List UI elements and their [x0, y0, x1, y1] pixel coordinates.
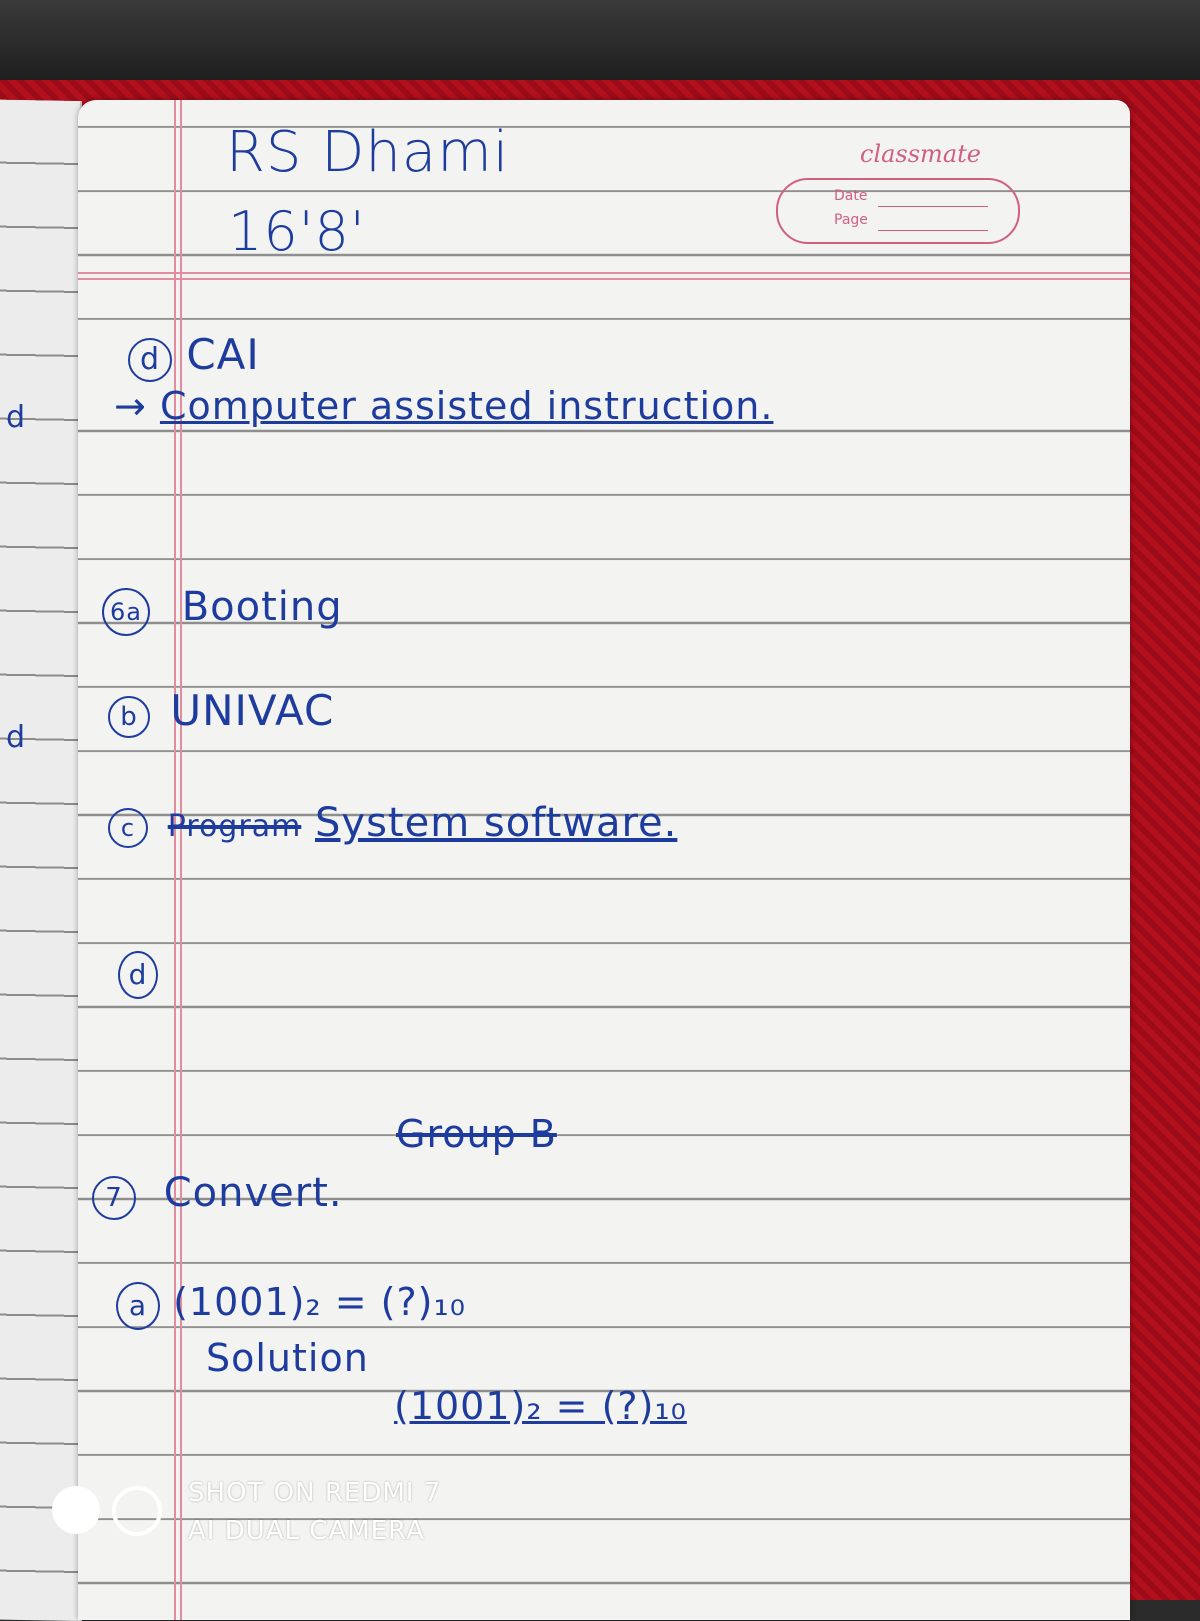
answer-number-circle: d: [128, 338, 172, 382]
left-page-mark: d: [6, 400, 27, 435]
margin-line-vertical: [174, 100, 176, 1620]
header-date: 16'8': [228, 200, 366, 263]
group-heading: Group B: [396, 1112, 557, 1156]
part-expression: (1001)₂ = (?)₁₀: [173, 1280, 466, 1324]
page-label: Page: [834, 212, 868, 228]
classmate-logo: classmate: [860, 140, 981, 168]
solution-expression: (1001)₂ = (?)₁₀: [394, 1384, 687, 1428]
answer-text: CAI: [186, 330, 260, 379]
camera-watermark: [52, 1470, 472, 1560]
answer-d-cai: [128, 330, 260, 382]
filled-circle-icon: [52, 1486, 100, 1534]
page-blank-line: [878, 230, 988, 231]
answer-text: UNIVAC: [170, 686, 335, 735]
answer-text: Booting: [181, 584, 343, 630]
answer-cai-expansion: [114, 384, 773, 428]
question-7-convert: [92, 1170, 343, 1220]
answer-number-circle: d: [118, 951, 158, 999]
ring-circle-icon: [112, 1486, 162, 1536]
answer-d-empty: [118, 948, 158, 999]
arrow-icon: →: [114, 384, 147, 428]
margin-line-top: [78, 272, 1130, 274]
student-name: RS Dhami: [226, 120, 510, 185]
answer-c-system-software: [108, 800, 677, 848]
watermark-line-1: SHOT ON REDMI 7: [188, 1478, 442, 1508]
struck-word: Program: [167, 809, 302, 844]
left-page-mark: d: [6, 720, 27, 755]
question-text: Convert.: [163, 1170, 343, 1216]
date-blank-line: [878, 206, 988, 207]
answer-number-circle: b: [108, 696, 150, 738]
answer-text: Computer assisted instruction.: [159, 384, 774, 428]
watermark-line-2: AI DUAL CAMERA: [188, 1516, 425, 1546]
solution-label: Solution: [206, 1336, 369, 1380]
date-label: Date: [834, 188, 868, 204]
left-notebook-page: [0, 99, 82, 1621]
answer-number-circle: 6a: [102, 588, 150, 636]
margin-line-top-2: [78, 278, 1130, 280]
notebook-page: [78, 100, 1130, 1620]
answer-number-circle: c: [108, 808, 148, 848]
answer-text: System software.: [315, 800, 678, 846]
answer-b-univac: [108, 686, 334, 738]
dark-background: [0, 0, 1200, 80]
margin-line-vertical-2: [180, 100, 182, 1620]
question-number-circle: 7: [92, 1176, 136, 1220]
part-number-circle: a: [116, 1282, 160, 1330]
question-7a-expression: [116, 1280, 466, 1330]
date-page-box: [776, 178, 1020, 244]
answer-6a-booting: [102, 584, 343, 636]
